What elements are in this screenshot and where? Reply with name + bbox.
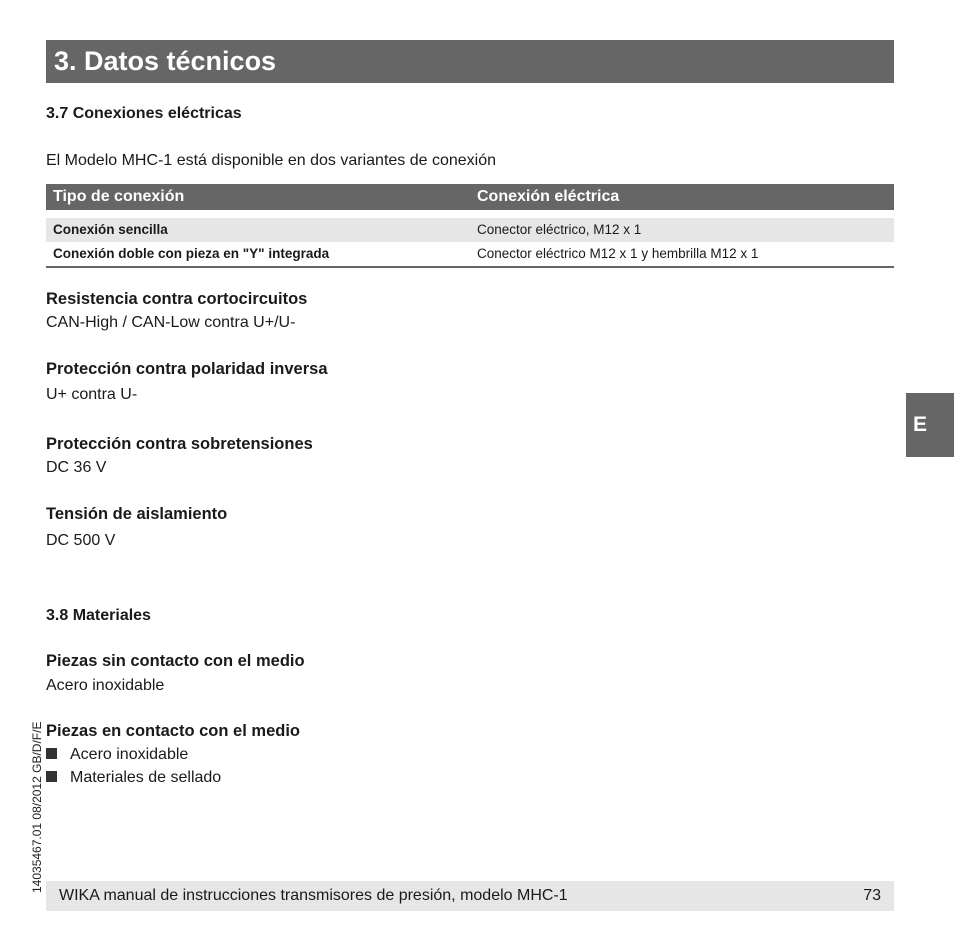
- non-wetted-value: Acero inoxidable: [46, 677, 165, 694]
- bullet-item: [46, 746, 188, 764]
- bullet-text: Acero inoxidable: [70, 746, 189, 763]
- chapter-title: 3. Datos técnicos: [46, 40, 894, 83]
- table-cell-connection: Conector eléctrico M12 x 1 y hembrilla M12 x 1: [477, 246, 759, 261]
- square-bullet-icon: [46, 748, 57, 759]
- section-title-3-7: 3.7 Conexiones eléctricas: [46, 105, 242, 122]
- column-header-type: Tipo de conexión: [53, 188, 185, 205]
- page-footer: [46, 881, 894, 911]
- document-code: 14035467.01 08/2012 GB/D/F/E: [30, 721, 44, 893]
- overvoltage-label: Protección contra sobretensiones: [46, 435, 313, 453]
- language-tab: E: [906, 393, 954, 457]
- page-number: 73: [863, 887, 881, 904]
- table-row: [46, 242, 894, 268]
- table-cell-type: Conexión sencilla: [53, 222, 168, 237]
- table-header: [46, 184, 894, 210]
- short-circuit-value: CAN-High / CAN-Low contra U+/U-: [46, 314, 296, 331]
- footer-text: WIKA manual de instrucciones transmisores de presión, modelo MHC-1: [59, 887, 568, 904]
- reverse-polarity-value: U+ contra U-: [46, 386, 138, 403]
- square-bullet-icon: [46, 771, 57, 782]
- insulation-voltage-value: DC 500 V: [46, 532, 116, 549]
- bullet-text: Materiales de sellado: [70, 769, 222, 786]
- overvoltage-value: DC 36 V: [46, 459, 107, 476]
- bullet-item: [46, 769, 221, 787]
- section-title-3-8: 3.8 Materiales: [46, 607, 151, 624]
- section-intro: El Modelo MHC-1 está disponible en dos variantes de conexión: [46, 152, 497, 169]
- table-cell-type: Conexión doble con pieza en "Y" integrada: [53, 246, 330, 261]
- wetted-label: Piezas en contacto con el medio: [46, 722, 300, 740]
- insulation-voltage-label: Tensión de aislamiento: [46, 505, 228, 523]
- non-wetted-label: Piezas sin contacto con el medio: [46, 652, 305, 670]
- table-row: [46, 218, 894, 242]
- reverse-polarity-label: Protección contra polaridad inversa: [46, 360, 328, 378]
- short-circuit-label: Resistencia contra cortocircuitos: [46, 290, 308, 308]
- table-cell-connection: Conector eléctrico, M12 x 1: [477, 222, 642, 237]
- column-header-connection: Conexión eléctrica: [477, 188, 620, 205]
- connection-table: [46, 184, 894, 268]
